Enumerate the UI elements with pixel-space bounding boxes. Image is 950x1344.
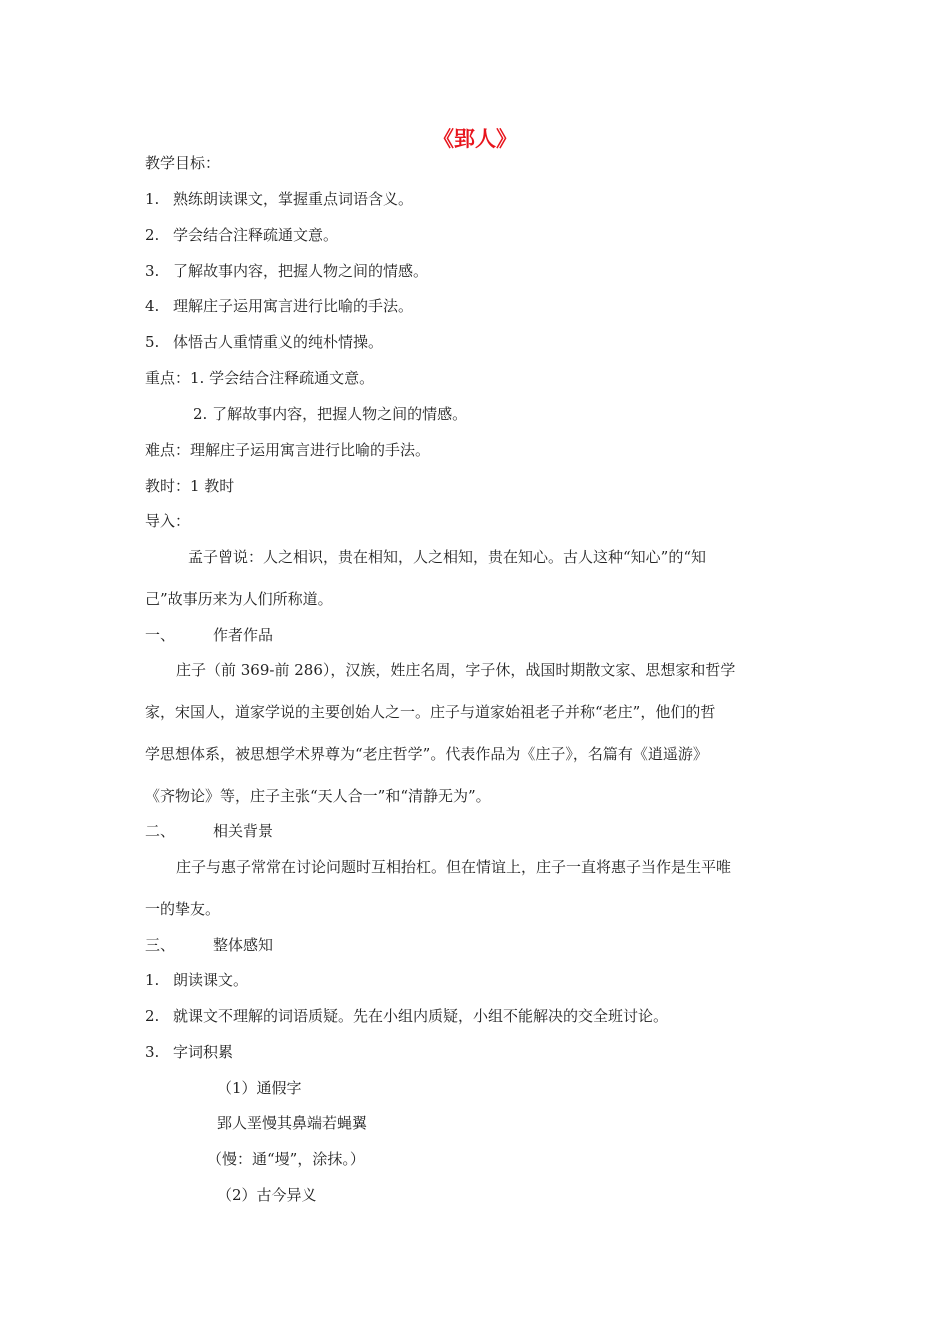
author-paragraph-line: 学思想体系，被思想学术界尊为“老庄哲学”。代表作品为《庄子》，名篇有《逍遥游》 (145, 745, 708, 763)
objective-item (145, 189, 413, 209)
background-paragraph-line: 一的挚友。 (145, 900, 221, 918)
perception-item (145, 1006, 668, 1026)
intro-paragraph-line: 孟子曾说：人之相识，贵在相知，人之相知，贵在知心。古人这种“知心”的“知 (188, 548, 707, 566)
objective-number: 5. (145, 333, 160, 351)
objective-item (145, 225, 338, 245)
objective-item (145, 296, 413, 316)
author-paragraph-line: 《齐物论》等，庄子主张“天人合一”和“清静无为”。 (145, 787, 491, 805)
objective-number: 1. (145, 190, 160, 208)
vocab-example: 郢人垩慢其鼻端若蝇翼 (217, 1114, 368, 1132)
vocab-note: （慢：通“墁”，涂抹。） (207, 1150, 365, 1168)
key-points-line-2: 2. 了解故事内容，把握人物之间的情感。 (193, 405, 468, 423)
perception-item (145, 1042, 233, 1062)
author-paragraph-line: 家，宋国人，道家学说的主要创始人之一。庄子与道家始祖老子并称“老庄”，他们的哲 (145, 703, 716, 721)
objective-item (145, 332, 383, 352)
section-number: 二、 (145, 822, 176, 840)
perception-number: 2. (145, 1007, 160, 1025)
perception-text: 就课文不理解的词语质疑。先在小组内质疑，小组不能解决的交全班讨论。 (173, 1007, 669, 1025)
key-points-line-1: 重点：1. 学会结合注释疏通文意。 (145, 369, 375, 387)
intro-heading: 导入： (145, 512, 191, 530)
objective-text: 了解故事内容，把握人物之间的情感。 (173, 262, 429, 280)
class-hours-line: 教时：1 教时 (145, 477, 235, 495)
objective-number: 2. (145, 226, 160, 244)
objective-text: 理解庄子运用寓言进行比喻的手法。 (173, 297, 414, 315)
perception-number: 1. (145, 971, 160, 989)
section-title: 作者作品 (213, 626, 274, 644)
perception-number: 3. (145, 1043, 160, 1061)
objective-text: 体悟古人重情重义的纯朴情操。 (173, 333, 384, 351)
section-heading-background (145, 821, 273, 841)
objective-text: 熟练朗读课文，掌握重点词语含义。 (173, 190, 414, 208)
vocab-heading-gujin: （2）古今异义 (217, 1186, 317, 1204)
vocab-heading-tongjia: （1）通假字 (217, 1079, 302, 1097)
section-title: 相关背景 (213, 822, 274, 840)
background-paragraph-line: 庄子与惠子常常在讨论问题时互相抬杠。但在情谊上，庄子一直将惠子当作是生平唯 (176, 858, 732, 876)
author-paragraph-line: 庄子（前 369-前 286），汉族，姓庄名周，字子休，战国时期散文家、思想家和哲学 (176, 661, 736, 679)
section-number: 一、 (145, 626, 176, 644)
document-title: 《郢人》 (433, 127, 517, 151)
section-heading-perception (145, 935, 273, 955)
objective-number: 3. (145, 262, 160, 280)
section-title: 整体感知 (213, 936, 274, 954)
section-heading-author (145, 625, 273, 645)
perception-text: 字词积累 (173, 1043, 234, 1061)
objective-number: 4. (145, 297, 160, 315)
perception-item (145, 970, 248, 990)
perception-text: 朗读课文。 (173, 971, 249, 989)
section-number: 三、 (145, 936, 176, 954)
difficulty-line: 难点：理解庄子运用寓言进行比喻的手法。 (145, 441, 431, 459)
intro-paragraph-line: 己”故事历来为人们所称道。 (145, 590, 333, 608)
objective-item (145, 261, 428, 281)
objective-text: 学会结合注释疏通文意。 (173, 226, 339, 244)
objectives-heading: 教学目标： (145, 154, 221, 172)
